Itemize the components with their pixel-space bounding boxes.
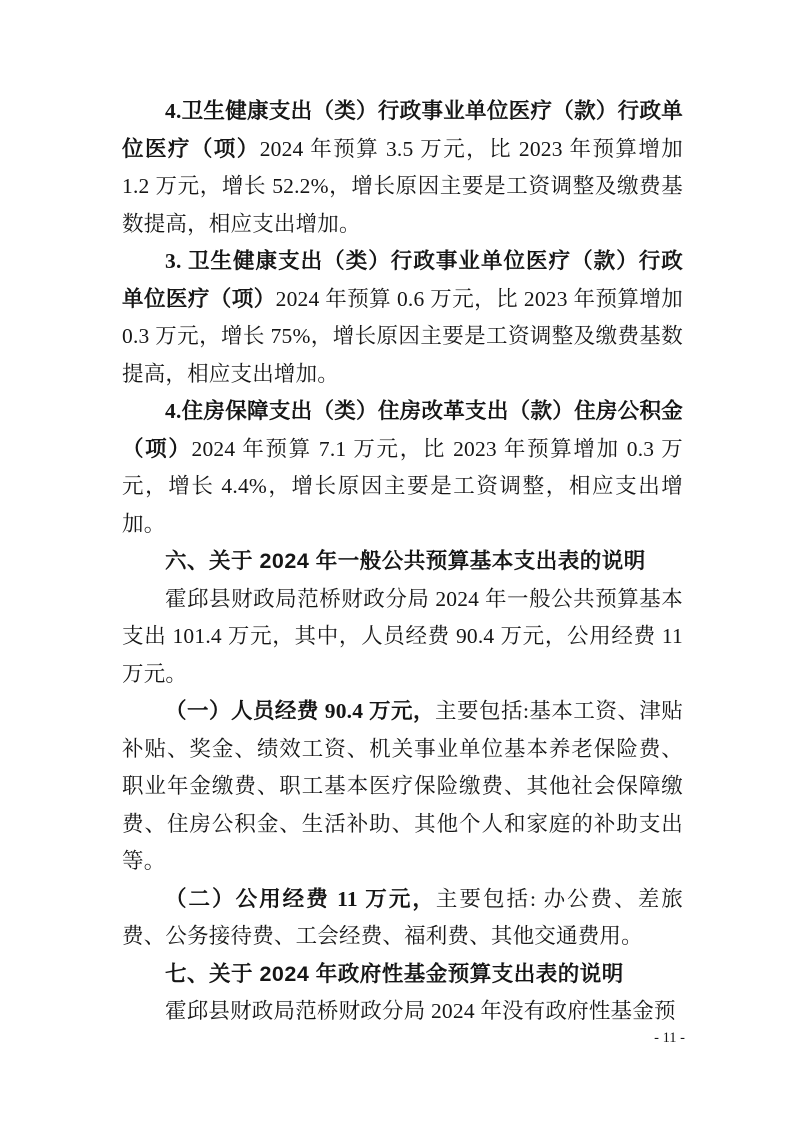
paragraph [122,93,683,243]
section-heading: 七、关于 2024 年政府性基金预算支出表的说明 [165,961,624,986]
paragraph-text: 主要包括:基本工资、津贴补贴、奖金、绩效工资、机关事业单位基本养老保险费、职业年金缴费、职工基本医疗保险缴费、其他社会保障缴费、住房公积金、生活补助、其他个人和家庭的补助支出等。 [122,699,684,873]
paragraph [122,693,683,881]
paragraph-text: 2024 年预算 3.5 万元，比 2023 年预算增加 1.2 万元，增长 52.2%，增长原因主要是工资调整及缴费基数提高，相应支出增加。 [122,136,683,236]
paragraph [122,993,683,1031]
paragraph [122,243,683,393]
paragraph [122,393,683,543]
paragraph-lead: 4.卫生健康支出（类）行政事业单位医疗（款）行政单位医疗（项） [122,99,683,161]
paragraph [122,581,683,694]
paragraph-lead: 3. 卫生健康支出（类）行政事业单位医疗（款）行政单位医疗（项） [122,249,683,311]
paragraph-lead: （一）人员经费 90.4 万元， [165,699,435,723]
paragraph-text: 霍邱县财政局范桥财政分局 2024 年一般公共预算基本支出 101.4 万元，其中，人员经费 90.4 万元，公用经费 11 万元。 [122,586,683,686]
section-heading: 六、关于 2024 年一般公共预算基本支出表的说明 [165,549,646,573]
paragraph-text: 2024 年预算 0.6 万元，比 2023 年预算增加 0.3 万元，增长 75%，增长原因主要是工资调整及缴费基数提高，相应支出增加。 [122,286,683,386]
page-number: - 11 - [654,1030,685,1046]
paragraph-text: 主要包括: 办公费、差旅费、公务接待费、工会经费、福利费、其他交通费用。 [122,886,683,948]
paragraph [122,881,683,956]
paragraph-text: 霍邱县财政局范桥财政分局 2024 年没有政府性基金预 [165,999,676,1023]
paragraph-lead: 4.住房保障支出（类）住房改革支出（款）住房公积金（项） [122,399,683,461]
paragraph-text: 2024 年预算 7.1 万元，比 2023 年预算增加 0.3 万元，增长 4.4%，增长原因主要是工资调整，相应支出增加。 [122,436,683,536]
document-body [122,93,683,1031]
paragraph-lead: （二）公用经费 11 万元， [165,886,436,911]
